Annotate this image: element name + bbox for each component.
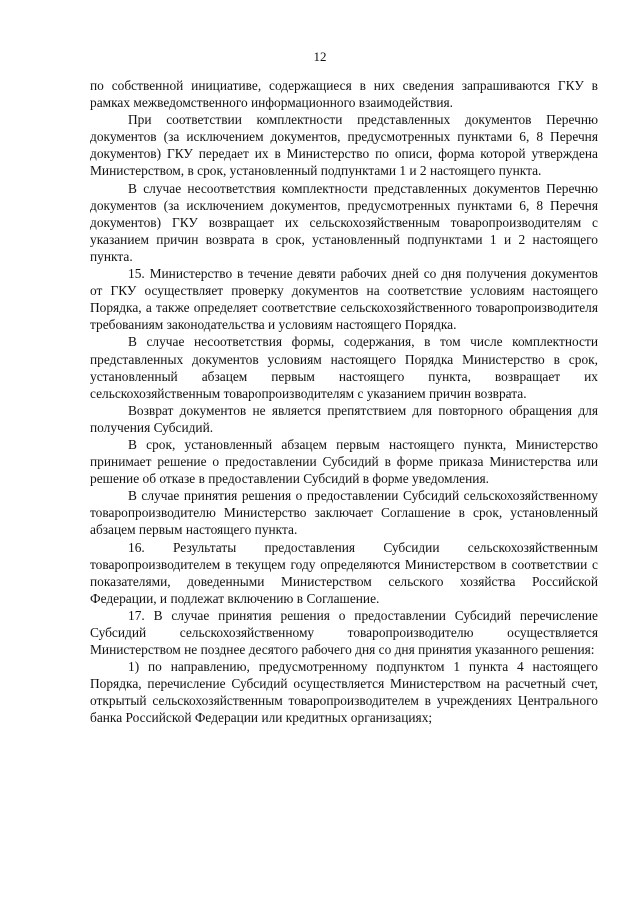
paragraph-2: При соответствии комплектности представленных документов Перечню документов (за исключением документов, предусмотренных пунктами 6, 8 Перечня документов) ГКУ передает их в Министерство по описи, форма которой утверждена Министерством, в срок, установленный подпунктами 1 и 2 настоящего пункта. — [90, 112, 598, 179]
paragraph-1: по собственной инициативе, содержащиеся в них сведения запрашиваются ГКУ в рамках межведомственного информационного взаимодействия. — [90, 78, 598, 111]
document-body — [90, 77, 598, 727]
paragraph-10: 17. В случае принятия решения о предоставлении Субсидий перечисление Субсидий сельскохозяйственному товаропроизводителю осуществляется Министерством не позднее десятого рабочего дня со дня принятия указанного решения: — [90, 607, 598, 658]
paragraph-5: В случае несоответствия формы, содержания, в том числе комплектности представленных документов условиям настоящего Порядка Министерство в срок, установленный абзацем первым настоящего пункта, возвращает их сельскохозяйственным товаропроизводителям с указанием причин возврата. — [90, 334, 598, 401]
paragraph-6: Возврат документов не является препятствием для повторного обращения для получения Субсидий. — [90, 402, 598, 435]
paragraph-11: 1) по направлению, предусмотренному подпунктом 1 пункта 4 настоящего Порядка, перечисление Субсидий осуществляется Министерством на расчетный счет, открытый сельскохозяйственным товаропроизводителем в учреждениях Центрального банка Российской Федерации или кредитных организациях; — [90, 659, 598, 726]
paragraph-4: 15. Министерство в течение девяти рабочих дней со дня получения документов от ГКУ осуществляет проверку документов на соответствие условиям настоящего Порядка, а также определяет соответствие сельскохозяйственного товаропроизводителя требованиям законодательства и условиям настоящего Порядка. — [90, 266, 598, 333]
paragraph-8: В случае принятия решения о предоставлении Субсидий сельскохозяйственному товаропроизводителю Министерство заключает Соглашение в срок, установленный абзацем первым настоящего пункта. — [90, 488, 598, 538]
paragraph-3: В случае несоответствия комплектности представленных документов Перечню документов (за исключением документов, предусмотренных пунктами 6, 8 Перечня документов) ГКУ возвращает их сельскохозяйственным товаропроизводителям с указанием причин возврата в срок, установленный подпунктами 1 и 2 настоящего пункта. — [90, 180, 598, 264]
page-number: 12 — [313, 49, 327, 64]
paragraph-9: 16. Результаты предоставления Субсидии сельскохозяйственным товаропроизводителем в текущем году определяются Министерством в соответствии с показателями, доведенными Министерством сельского хозяйства Российской Федерации, и подлежат включению в Соглашение. — [90, 539, 598, 606]
paragraph-7: В срок, установленный абзацем первым настоящего пункта, Министерство принимает решение о предоставлении Субсидий в форме приказа Министерства или решение об отказе в предоставлении Субсидий в форме уведомления. — [90, 436, 598, 487]
